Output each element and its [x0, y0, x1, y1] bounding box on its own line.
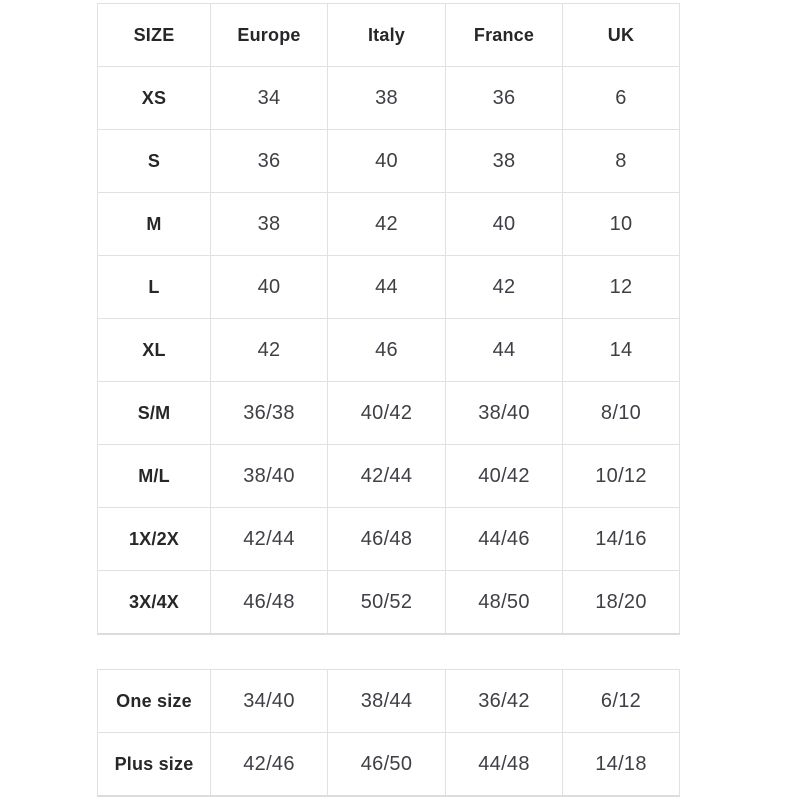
table-cell: 34/40	[211, 670, 328, 733]
table-cell: 6/12	[563, 670, 680, 733]
table-cell: 40/42	[446, 445, 563, 508]
table-cell: 36	[211, 130, 328, 193]
column-header-italy: Italy	[328, 4, 446, 67]
table-cell: 46/48	[211, 571, 328, 635]
table-cell: 40/42	[328, 382, 446, 445]
table-cell: 14/16	[563, 508, 680, 571]
row-label: XL	[98, 319, 211, 382]
table-cell: 38/40	[446, 382, 563, 445]
table-cell: 44/46	[446, 508, 563, 571]
table-cell: 8	[563, 130, 680, 193]
table-row-xl	[98, 319, 680, 382]
table-row-3x4x	[98, 571, 680, 635]
row-label: 3X/4X	[98, 571, 211, 635]
table-cell: 44	[328, 256, 446, 319]
table-cell: 14	[563, 319, 680, 382]
table-cell: 42/46	[211, 733, 328, 797]
row-label: M	[98, 193, 211, 256]
special-sizes-table	[97, 669, 680, 797]
table-cell: 8/10	[563, 382, 680, 445]
table-cell: 40	[328, 130, 446, 193]
column-header-europe: Europe	[211, 4, 328, 67]
size-conversion-table	[97, 3, 680, 635]
table-cell: 46/48	[328, 508, 446, 571]
table-cell: 42	[211, 319, 328, 382]
row-label: XS	[98, 67, 211, 130]
table-cell: 48/50	[446, 571, 563, 635]
table-cell: 36/42	[446, 670, 563, 733]
table-row-sm	[98, 382, 680, 445]
table-cell: 38	[211, 193, 328, 256]
table-cell: 38/40	[211, 445, 328, 508]
table-row-ml	[98, 445, 680, 508]
table-cell: 36/38	[211, 382, 328, 445]
size-chart	[97, 3, 679, 797]
table-cell: 10/12	[563, 445, 680, 508]
table-row-plus-size	[98, 733, 680, 797]
table-cell: 18/20	[563, 571, 680, 635]
table-row-m	[98, 193, 680, 256]
row-label: M/L	[98, 445, 211, 508]
table-row-s	[98, 130, 680, 193]
table-row-1x2x	[98, 508, 680, 571]
row-label: L	[98, 256, 211, 319]
table-cell: 14/18	[563, 733, 680, 797]
row-label: One size	[98, 670, 211, 733]
table-cell: 38	[328, 67, 446, 130]
table-cell: 50/52	[328, 571, 446, 635]
table-cell: 42	[328, 193, 446, 256]
row-label: S	[98, 130, 211, 193]
table-cell: 12	[563, 256, 680, 319]
table-cell: 36	[446, 67, 563, 130]
table-cell: 46	[328, 319, 446, 382]
table-cell: 38	[446, 130, 563, 193]
table-cell: 42	[446, 256, 563, 319]
table-cell: 42/44	[211, 508, 328, 571]
table-cell: 40	[211, 256, 328, 319]
row-label: 1X/2X	[98, 508, 211, 571]
table-row-one-size	[98, 670, 680, 733]
table-row-l	[98, 256, 680, 319]
table-cell: 10	[563, 193, 680, 256]
table-cell: 40	[446, 193, 563, 256]
table-cell: 46/50	[328, 733, 446, 797]
table-cell: 6	[563, 67, 680, 130]
column-header-uk: UK	[563, 4, 680, 67]
table-row-xs	[98, 67, 680, 130]
table-header-row	[98, 4, 680, 67]
row-label: S/M	[98, 382, 211, 445]
table-cell: 38/44	[328, 670, 446, 733]
column-header-france: France	[446, 4, 563, 67]
column-header-size: SIZE	[98, 4, 211, 67]
table-cell: 34	[211, 67, 328, 130]
table-cell: 42/44	[328, 445, 446, 508]
table-cell: 44/48	[446, 733, 563, 797]
row-label: Plus size	[98, 733, 211, 797]
table-cell: 44	[446, 319, 563, 382]
